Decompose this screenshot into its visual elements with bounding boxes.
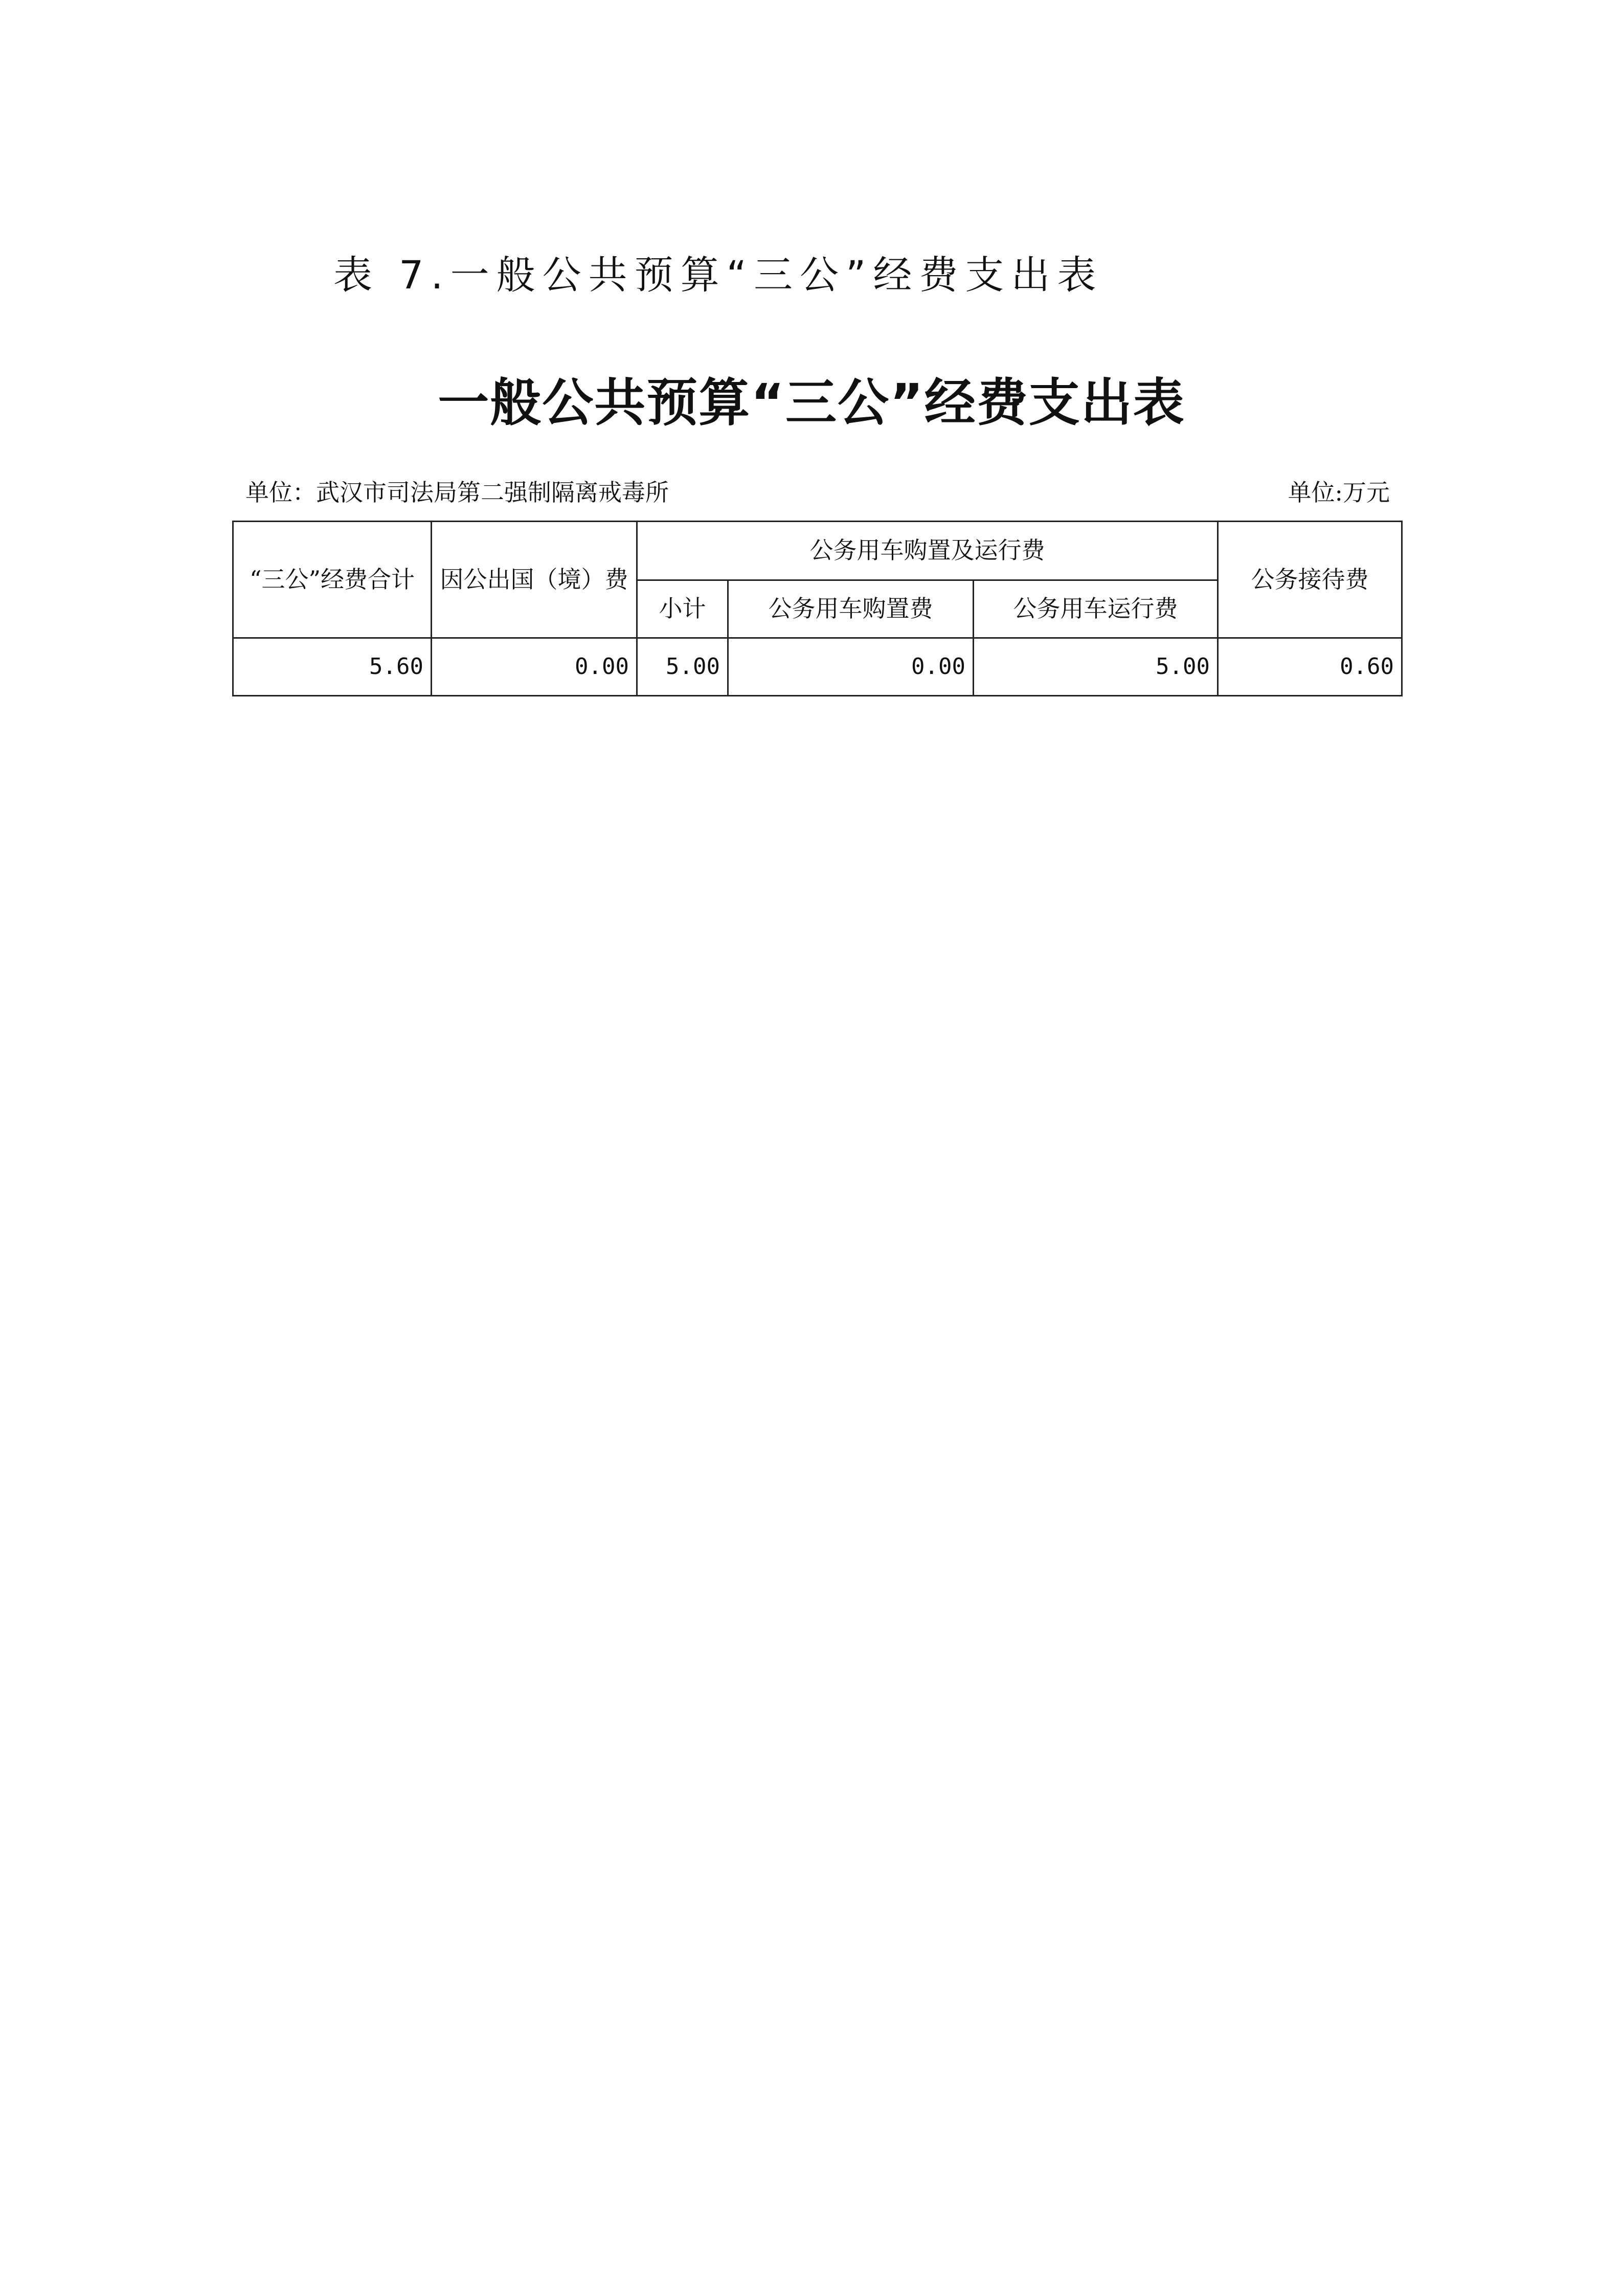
table-row xyxy=(233,638,1402,696)
cell-vehicle-purchase: 0.00 xyxy=(728,638,974,696)
cell-vehicle-operation: 5.00 xyxy=(974,638,1218,696)
cell-reception: 0.60 xyxy=(1218,638,1402,696)
table-title: 一般公共预算“三公”经费支出表 xyxy=(438,373,1185,433)
document-heading: 表 7.一般公共预算“三公”经费支出表 xyxy=(333,252,1103,298)
unit-currency-label: 单位:万元 xyxy=(1288,479,1390,506)
header-vehicle-group: 公务用车购置及运行费 xyxy=(637,522,1218,580)
header-vehicle-purchase: 公务用车购置费 xyxy=(728,580,974,638)
unit-organization-label: 单位：武汉市司法局第二强制隔离戒毒所 xyxy=(245,479,669,506)
header-subtotal: 小计 xyxy=(637,580,728,638)
three-public-expenses-table xyxy=(232,521,1403,696)
header-total: “三公”经费合计 xyxy=(233,522,432,638)
header-vehicle-operation: 公务用车运行费 xyxy=(974,580,1218,638)
header-reception: 公务接待费 xyxy=(1218,522,1402,638)
table-header-row xyxy=(233,522,1402,580)
header-abroad: 因公出国（境）费 xyxy=(432,522,637,638)
cell-total: 5.60 xyxy=(233,638,432,696)
cell-abroad: 0.00 xyxy=(432,638,637,696)
cell-subtotal: 5.00 xyxy=(637,638,728,696)
